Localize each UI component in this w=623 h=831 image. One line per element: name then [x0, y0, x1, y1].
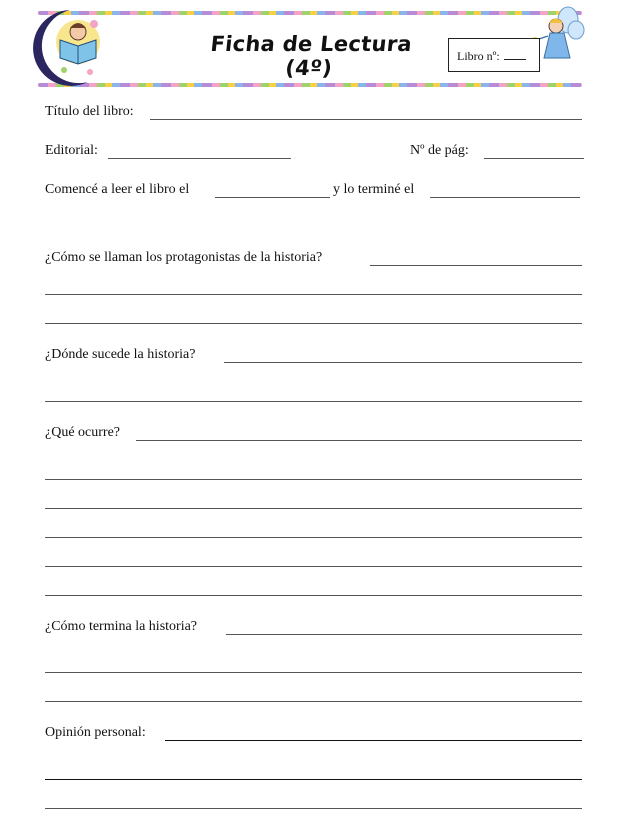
where-line-1[interactable]	[224, 362, 582, 363]
where-question: ¿Dónde sucede la historia?	[45, 347, 196, 362]
ending-question: ¿Cómo termina la historia?	[45, 619, 198, 634]
ending-line-3[interactable]	[45, 701, 582, 702]
decorative-border-bottom	[38, 83, 582, 87]
what-happens-question: ¿Qué ocurre?	[45, 425, 121, 440]
what-happens-line-6[interactable]	[45, 595, 582, 596]
where-line-2[interactable]	[45, 401, 582, 402]
protagonists-line-1[interactable]	[370, 265, 582, 266]
end-date-label: y lo terminé el	[333, 182, 415, 197]
end-date-line[interactable]	[430, 197, 580, 198]
ending-line-2[interactable]	[45, 672, 582, 673]
what-happens-line-2[interactable]	[45, 479, 582, 480]
title-label: Título del libro:	[45, 104, 134, 119]
what-happens-line-3[interactable]	[45, 508, 582, 509]
what-happens-line-4[interactable]	[45, 537, 582, 538]
book-number-box	[448, 38, 540, 72]
book-number-label: Libro nº:	[457, 49, 500, 63]
book-number-blank[interactable]	[504, 49, 526, 60]
opinion-label: Opinión personal:	[45, 725, 146, 740]
moon-reading-child-icon	[30, 6, 108, 88]
pages-line[interactable]	[484, 158, 584, 159]
title-line[interactable]	[150, 119, 582, 120]
what-happens-line-5[interactable]	[45, 566, 582, 567]
what-happens-line-1[interactable]	[136, 440, 582, 441]
protagonists-line-2[interactable]	[45, 294, 582, 295]
opinion-line-1[interactable]	[165, 740, 582, 741]
publisher-line[interactable]	[108, 158, 291, 159]
start-date-line[interactable]	[215, 197, 330, 198]
decorative-border-top	[38, 11, 582, 15]
protagonists-line-3[interactable]	[45, 323, 582, 324]
opinion-line-2[interactable]	[45, 779, 582, 780]
publisher-label: Editorial:	[45, 143, 98, 158]
pages-label: Nº de pág:	[410, 143, 469, 158]
worksheet-header	[30, 6, 582, 90]
ending-line-1[interactable]	[226, 634, 582, 635]
start-date-label: Comencé a leer el libro el	[45, 182, 190, 197]
opinion-line-3[interactable]	[45, 808, 582, 809]
protagonists-question: ¿Cómo se llaman los protagonistas de la historia?	[45, 250, 323, 265]
page-title: Ficha de Lectura (4º)	[209, 32, 414, 80]
